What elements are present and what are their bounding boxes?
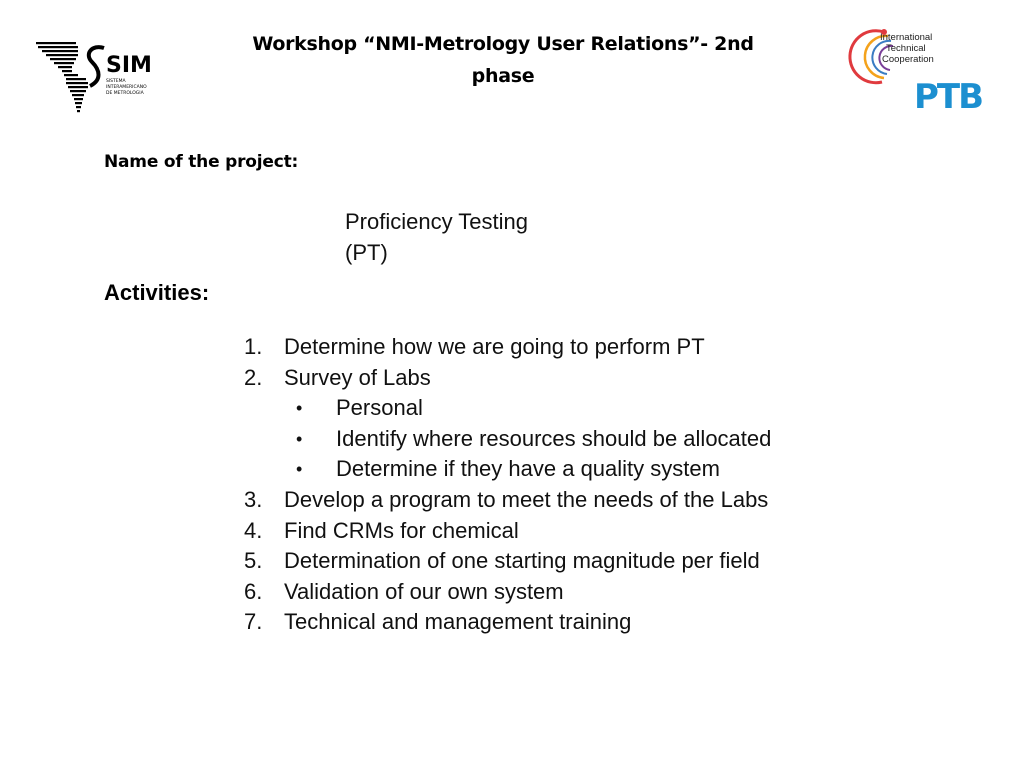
bullet-icon: • bbox=[296, 459, 303, 480]
slide-title-line-1: Workshop “NMI-Metrology User Relations”- 2nd bbox=[252, 33, 754, 55]
list-text: Validation of our own system bbox=[284, 578, 564, 604]
sub-list-item bbox=[244, 454, 1004, 485]
bullet-icon: • bbox=[296, 398, 303, 419]
ptb-itc-logo bbox=[854, 24, 983, 117]
list-text: Personal bbox=[336, 395, 423, 421]
slide-title-line-2: phase bbox=[471, 65, 535, 87]
itc-text-line-1: International bbox=[880, 32, 933, 43]
list-text: Survey of Labs bbox=[284, 364, 431, 390]
list-item bbox=[244, 607, 1004, 638]
list-text: Determine how we are going to perform PT bbox=[284, 334, 705, 359]
list-number: 6. bbox=[244, 578, 263, 604]
list-text: Determination of one starting magnitude per field bbox=[284, 548, 760, 574]
list-number: 4. bbox=[244, 517, 263, 543]
sim-logo bbox=[34, 36, 152, 116]
bullet-icon: • bbox=[296, 428, 303, 449]
sim-caption-line-2: INTERAMERICANO bbox=[106, 85, 147, 90]
list-item bbox=[244, 577, 1004, 608]
list-item bbox=[244, 485, 1004, 516]
itc-ring-icon bbox=[854, 24, 983, 117]
activities-list bbox=[244, 332, 1004, 638]
slide-title bbox=[230, 28, 776, 92]
list-number: 5. bbox=[244, 548, 263, 574]
itc-text-line-2: Technical bbox=[886, 43, 926, 54]
sim-caption-line-3: DE METROLOGIA bbox=[106, 91, 144, 96]
list-number: 1. bbox=[244, 334, 263, 359]
sub-list-item bbox=[244, 393, 1004, 424]
sim-wordmark: SIM bbox=[106, 53, 152, 78]
project-name-line-2: (PT) bbox=[345, 240, 388, 265]
americas-map-icon bbox=[34, 36, 152, 116]
list-item bbox=[244, 516, 1004, 547]
activities-label: Activities: bbox=[104, 280, 210, 305]
list-number: 2. bbox=[244, 364, 263, 390]
list-item bbox=[244, 546, 1004, 577]
ptb-wordmark: PTB bbox=[914, 77, 983, 117]
project-name-label: Name of the project: bbox=[104, 152, 299, 172]
list-text: Technical and management training bbox=[284, 609, 632, 635]
list-text: Determine if they have a quality system bbox=[336, 456, 720, 482]
list-text: Identify where resources should be allocated bbox=[336, 425, 772, 451]
list-number: 7. bbox=[244, 609, 263, 635]
project-name-value bbox=[345, 206, 528, 268]
list-text: Develop a program to meet the needs of the Labs bbox=[284, 486, 769, 512]
sub-list-item bbox=[244, 424, 1004, 455]
list-item bbox=[244, 332, 1004, 363]
project-name-line-1: Proficiency Testing bbox=[345, 209, 529, 234]
list-text: Find CRMs for chemical bbox=[284, 517, 519, 543]
list-item bbox=[244, 363, 1004, 394]
itc-text-line-3: Cooperation bbox=[882, 54, 934, 65]
list-number: 3. bbox=[244, 486, 263, 512]
sim-caption-line-1: SISTEMA bbox=[106, 79, 126, 84]
